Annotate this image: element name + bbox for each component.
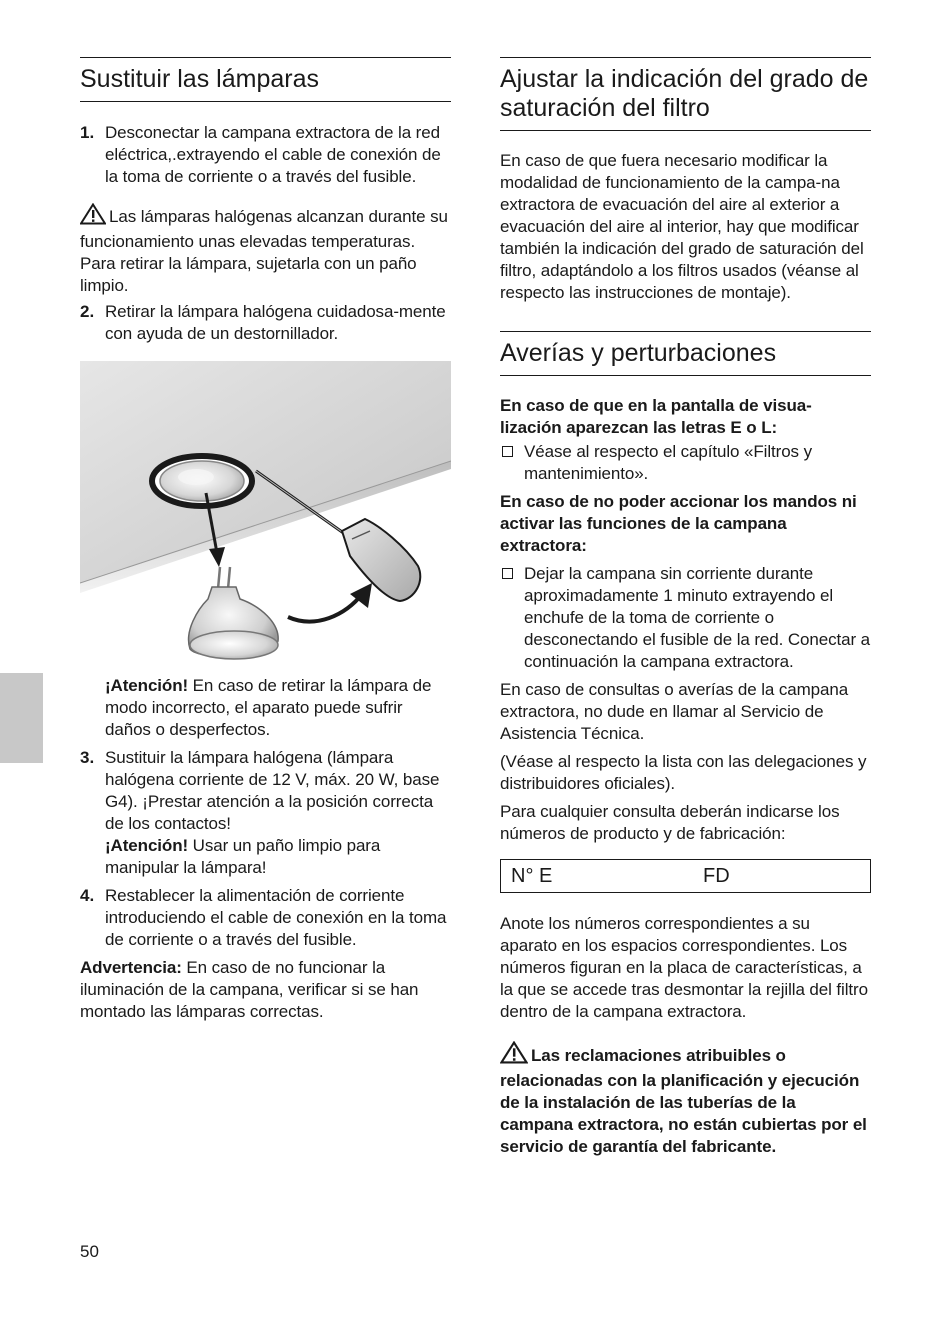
step-number: 1.	[80, 123, 95, 142]
subheading-text: En caso de que en la pantalla de visua-lización aparezcan las letras	[500, 396, 812, 437]
rating-plate-text: Anote los números correspondientes a su aparato en los espacios correspondientes. Los números figuran en la placa de características, a la que se accede tras desmontar la rejilla del filtro dentro de la campana extractora.	[500, 914, 868, 1021]
step-body	[105, 747, 451, 879]
product-e-label: N° E	[511, 865, 553, 887]
heading-filter-saturation: Ajustar la indicación del grado de saturación del filtro	[500, 57, 871, 131]
step-1	[80, 122, 451, 188]
display-glyph-e: E	[730, 418, 742, 437]
check-item	[500, 563, 871, 673]
warranty-warning	[500, 1041, 871, 1158]
step-number: 2.	[80, 302, 95, 321]
warning-triangle-icon	[80, 203, 106, 231]
warning-triangle-icon	[500, 1041, 528, 1070]
lamp-removal-illustration	[80, 361, 451, 661]
checkbox-icon	[502, 446, 513, 457]
step-text: Desconectar la campana extractora de la red eléctrica,.extrayendo el cable de conexión de la toma de corriente o a través del fusible.	[105, 123, 441, 186]
delegations-text: (Véase al respecto la lista con las delegaciones y distribuidores oficiales).	[500, 752, 867, 793]
subheading-controls: En caso de no poder accionar los mandos ni activar las funciones de la campana extractora:	[500, 492, 857, 555]
subheading-text: o	[741, 418, 762, 437]
step-text: Retirar la lámpara halógena cuidadosa-mente con ayuda de un destornillador.	[105, 302, 446, 343]
heading-faults: Averías y perturbaciones	[500, 331, 871, 376]
attention-note	[80, 675, 451, 741]
filter-saturation-text: En caso de que fuera necesario modificar la modalidad de funcionamiento de la campa-na extractora de evacuación del aire al exterior a evacuación del aire al interior, hay que modificar también la indicación del grado de saturación del filtro, adaptándolo a los filtros usados (véanse al respecto las instrucciones de montaje).	[500, 151, 864, 302]
warning-text: Las lámparas halógenas alcanzan durante su funcionamiento unas elevadas temperaturas. Para retirar la lámpara, sujetarla con un paño limpio.	[80, 207, 448, 295]
attention-label: ¡Atención!	[105, 676, 189, 695]
attention-text: En caso de retirar la lámpara de modo incorrecto, el aparato puede sufrir daños o desperfectos.	[105, 676, 432, 739]
checkbox-icon	[502, 568, 513, 579]
heading-replace-lamps: Sustituir las lámparas	[80, 57, 451, 102]
attention-text: Usar un paño limpio para manipular la lámpara!	[105, 836, 381, 877]
step-number: 4.	[80, 886, 95, 905]
step-3	[80, 747, 451, 879]
step-2	[80, 301, 451, 345]
product-fd-label: FD	[703, 865, 730, 887]
product-numbers-text: Para cualquier consulta deberán indicarse los números de producto y de fabricación:	[500, 802, 840, 843]
attention-label: ¡Atención!	[105, 836, 189, 855]
advertencia-note	[80, 957, 451, 1023]
step-number: 3.	[80, 748, 95, 767]
left-column	[80, 57, 451, 1023]
check-item	[500, 441, 871, 485]
service-text: En caso de consultas o averías de la campana extractora, no dude en llamar al Servicio de Asistencia Técnica.	[500, 680, 849, 743]
step-attention	[105, 835, 451, 879]
advertencia-text: En caso de no funcionar la iluminación de la campana, verificar si se han montado las lámparas correctas.	[80, 958, 419, 1021]
chapter-tab	[0, 673, 43, 763]
step-text: Restablecer la alimentación de corriente introduciendo el cable de conexión en la toma de corriente o a través del fusible.	[105, 886, 447, 949]
subheading-text: :	[771, 418, 778, 437]
check-text: Dejar la campana sin corriente durante aproximadamente 1 minuto extrayendo el enchufe de la toma de corriente o desconectando el fusible de la red. Conectar a continuación la campana extractora.	[524, 564, 871, 671]
page-number: 50	[80, 1242, 99, 1261]
step-4	[80, 885, 451, 951]
warning-note	[80, 203, 451, 297]
display-glyph-l: L	[761, 418, 772, 437]
advertencia-label: Advertencia:	[80, 958, 182, 977]
subheading-display-letters	[500, 395, 871, 439]
warranty-warning-text: Las reclamaciones atribuibles o relacionadas con la planificación y ejecución de la instalación de las tuberías de la campana extractora, no están cubiertas por el servicio de garantía del fabricante.	[500, 1046, 867, 1156]
right-column	[500, 57, 871, 1158]
step-text: Sustituir la lámpara halógena (lámpara halógena corriente de 12 V, máx. 20 W, base G4). ¡Prestar atención a la posición correcta de los contactos!	[105, 748, 440, 833]
product-number-box	[500, 859, 871, 893]
check-text: Véase al respecto el capítulo «Filtros y mantenimiento».	[524, 442, 812, 483]
